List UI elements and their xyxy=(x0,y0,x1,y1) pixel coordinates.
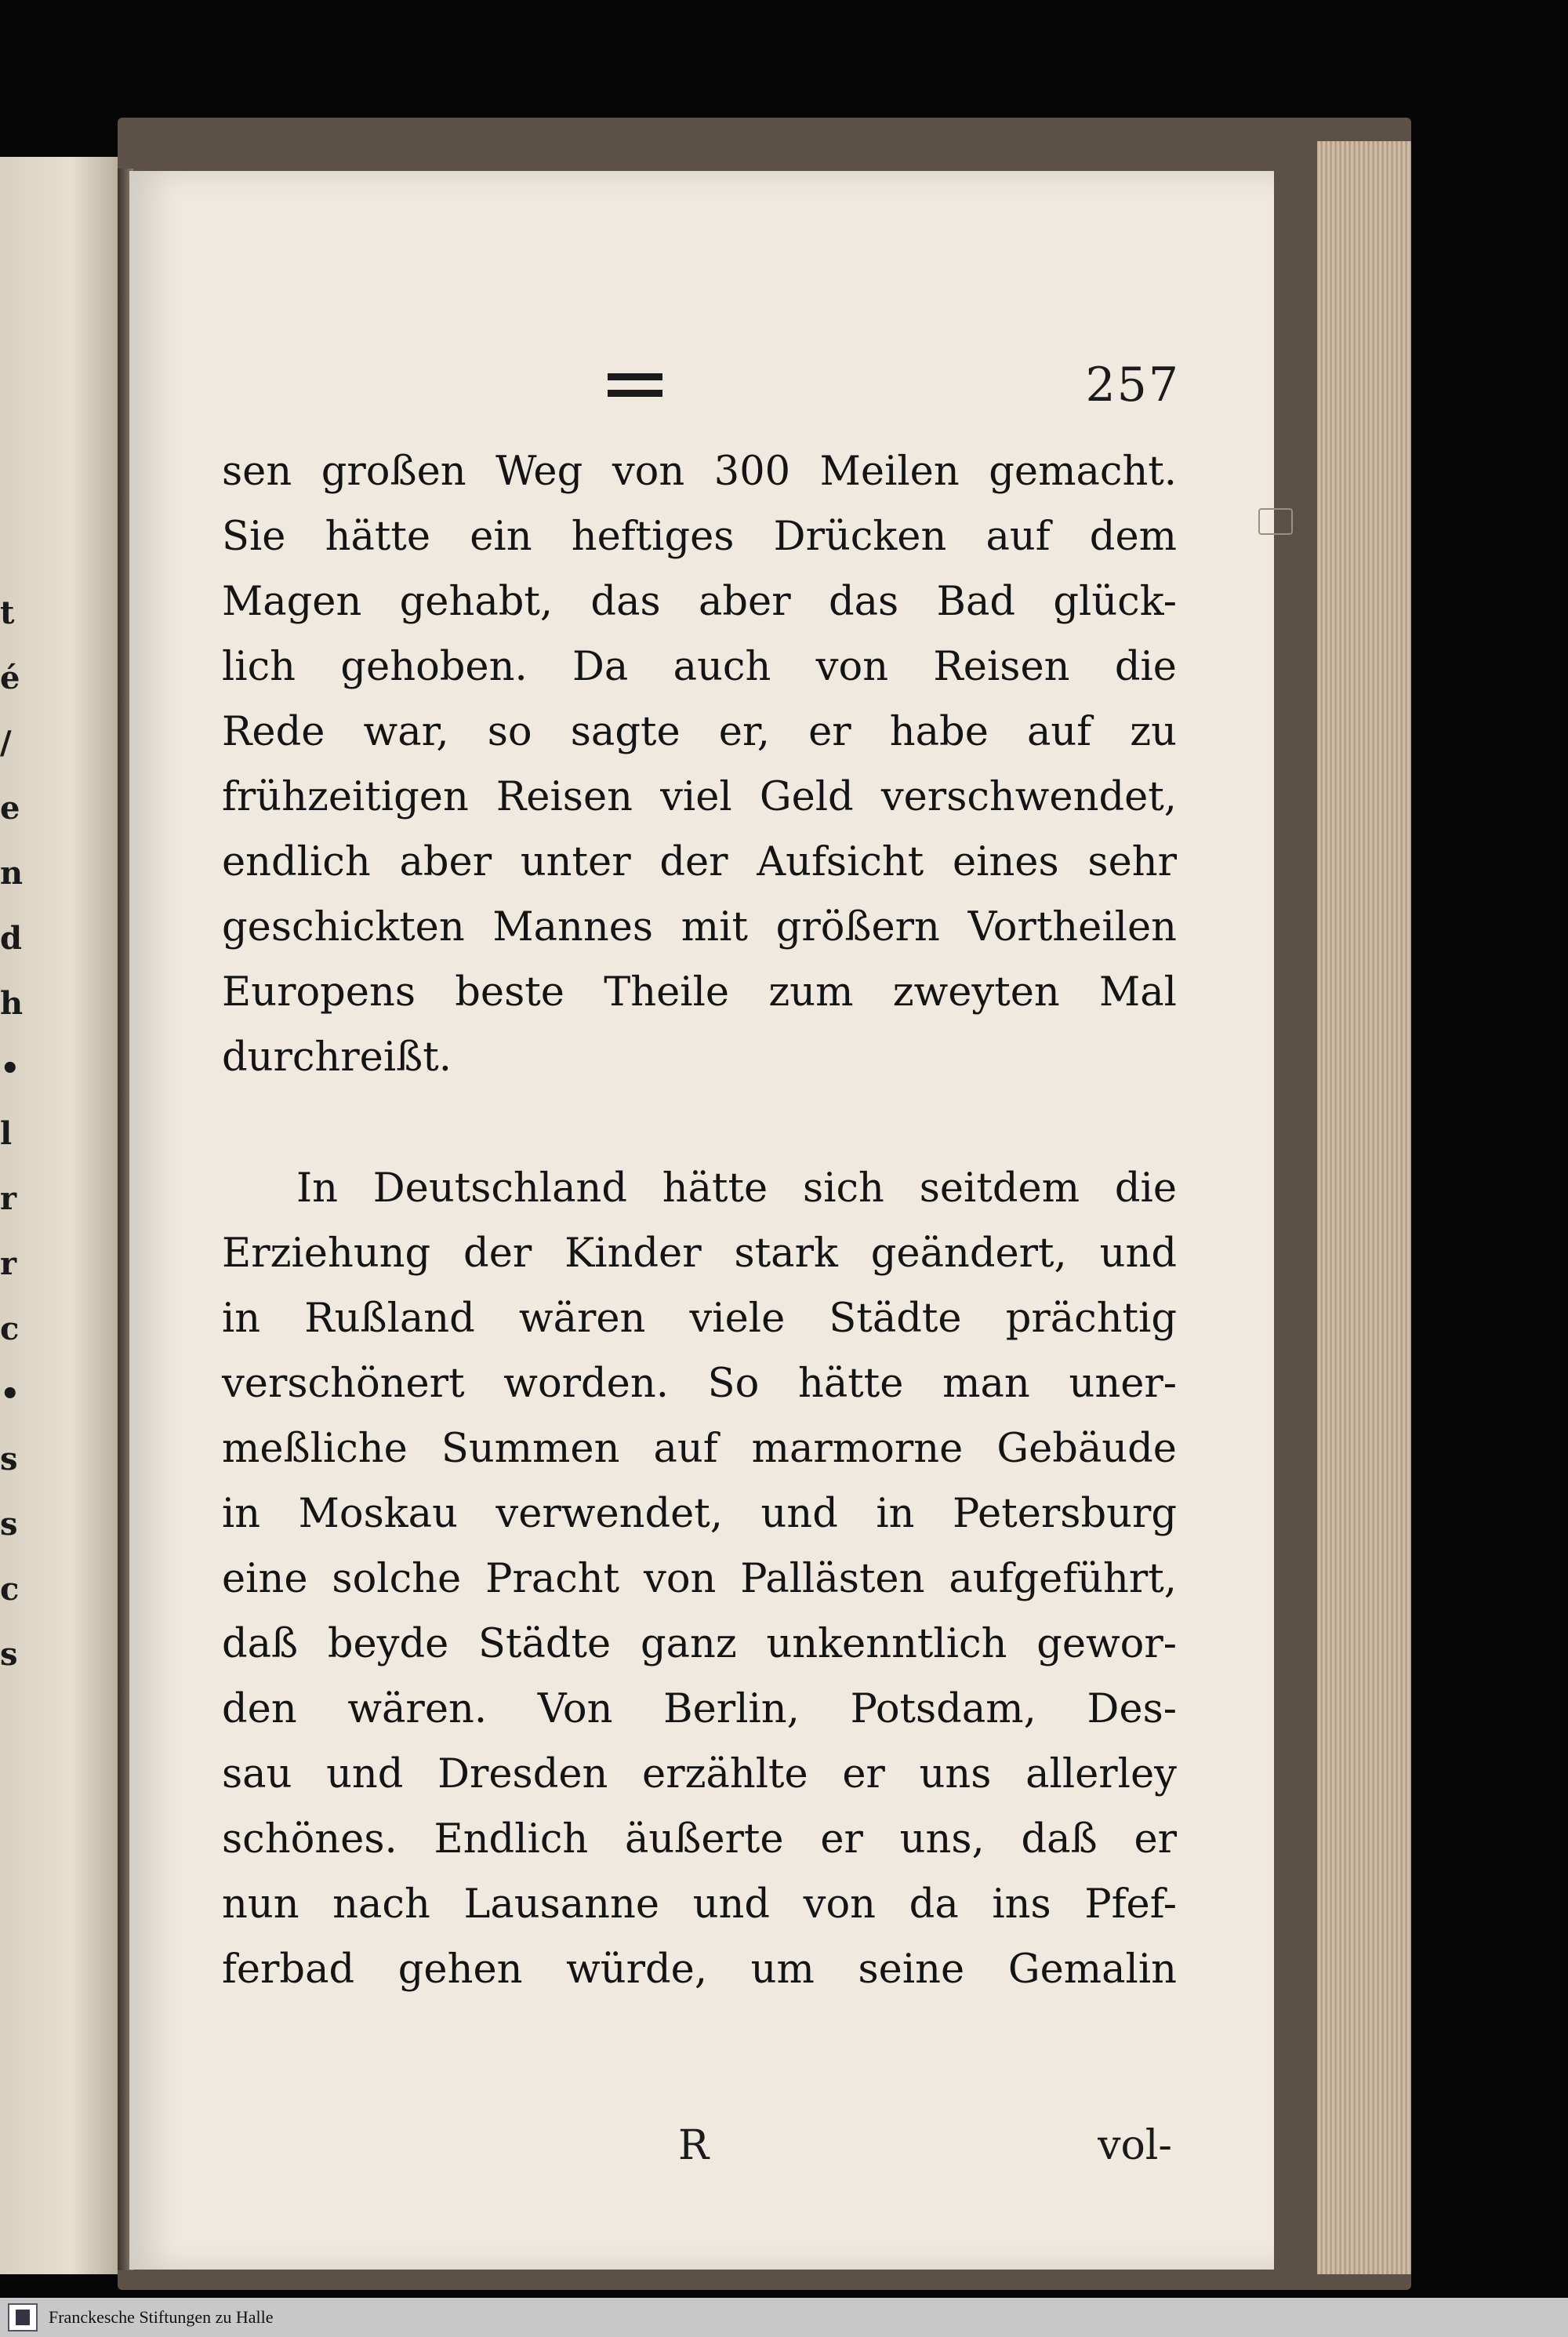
viewer-footer-bar xyxy=(0,2298,1568,2337)
text-line: Sie hätte ein heftiges Drücken auf dem xyxy=(222,514,1177,560)
text-line: geschickten Mannes mit größern Vortheilen xyxy=(222,904,1177,950)
fragment-glyph: c xyxy=(0,1571,20,1608)
fragment-glyph: n xyxy=(0,855,24,892)
page-footer xyxy=(129,2122,1274,2185)
fragment-glyph: é xyxy=(0,660,20,696)
fragment-glyph: e xyxy=(0,790,20,827)
corner-stamp-icon xyxy=(1258,508,1293,535)
text-line: Magen gehabt, das aber das Bad glück- xyxy=(222,579,1177,625)
book-page xyxy=(129,171,1274,2270)
fragment-glyph: • xyxy=(0,1376,20,1412)
text-line: eine solche Pracht von Pallästen aufgeführt, xyxy=(222,1556,1177,1602)
page-number: 257 xyxy=(1085,358,1180,413)
fragment-glyph: c xyxy=(0,1310,20,1347)
fragment-glyph: t xyxy=(0,594,15,631)
text-line: nun nach Lausanne und von da ins Pfef- xyxy=(222,1881,1177,1928)
text-line: in Moskau verwendet, und in Petersburg xyxy=(222,1491,1177,1537)
page-stack-edge xyxy=(1317,141,1411,2274)
text-line: endlich aber unter der Aufsicht eines sehr xyxy=(222,839,1177,885)
text-line: Erziehung der Kinder stark geändert, und xyxy=(222,1230,1177,1277)
text-line: in Rußland wären viele Städte prächtig xyxy=(222,1296,1177,1342)
text-line: lich gehoben. Da auch von Reisen die xyxy=(222,644,1177,690)
paragraph xyxy=(222,1156,1177,2002)
institution-logo-icon xyxy=(8,2303,38,2332)
fragment-glyph: h xyxy=(0,985,24,1022)
text-line: verschönert worden. So hätte man uner- xyxy=(222,1361,1177,1407)
paragraph xyxy=(222,439,1177,1090)
text-line: sen großen Weg von 300 Meilen gemacht. xyxy=(222,449,1177,495)
institution-name: Franckesche Stiftungen zu Halle xyxy=(49,2307,274,2327)
previous-page-fragments xyxy=(0,580,31,1687)
paragraph-gap xyxy=(222,1090,1177,1156)
text-line: frühzeitigen Reisen viel Geld verschwendet, xyxy=(222,774,1177,820)
previous-page-edge xyxy=(0,157,118,2274)
text-line: den wären. Von Berlin, Potsdam, Des- xyxy=(222,1686,1177,1732)
fragment-glyph: s xyxy=(0,1441,18,1477)
text-line: In Deutschland hätte sich seitdem die xyxy=(296,1165,1177,1212)
text-line: durchreißt. xyxy=(222,1034,452,1081)
text-line: schönes. Endlich äußerte er uns, daß er xyxy=(222,1816,1177,1863)
fragment-glyph: d xyxy=(0,920,22,957)
fragment-glyph: s xyxy=(0,1506,18,1543)
text-line: ferbad gehen würde, um seine Gemalin xyxy=(222,1946,1177,1993)
signature-mark: R xyxy=(678,2122,710,2169)
text-line: Rede war, so sagte er, er habe auf zu xyxy=(222,709,1177,755)
fragment-glyph: s xyxy=(0,1636,18,1673)
fragment-glyph: • xyxy=(0,1050,20,1087)
fragment-glyph: r xyxy=(0,1245,17,1282)
page-header xyxy=(129,358,1274,436)
text-line: meßliche Summen auf marmorne Gebäude xyxy=(222,1426,1177,1472)
text-line: Europens beste Theile zum zweyten Mal xyxy=(222,969,1177,1016)
fragment-glyph: r xyxy=(0,1180,17,1217)
text-line: daß beyde Städte ganz unkenntlich gewor- xyxy=(222,1621,1177,1667)
fragment-glyph: l xyxy=(0,1115,13,1152)
catchword: vol- xyxy=(1098,2122,1172,2169)
text-line: sau und Dresden erzählte er uns allerley xyxy=(222,1751,1177,1797)
double-rule-mark xyxy=(608,373,662,397)
page-body xyxy=(222,439,1177,2002)
fragment-glyph: / xyxy=(0,725,12,761)
